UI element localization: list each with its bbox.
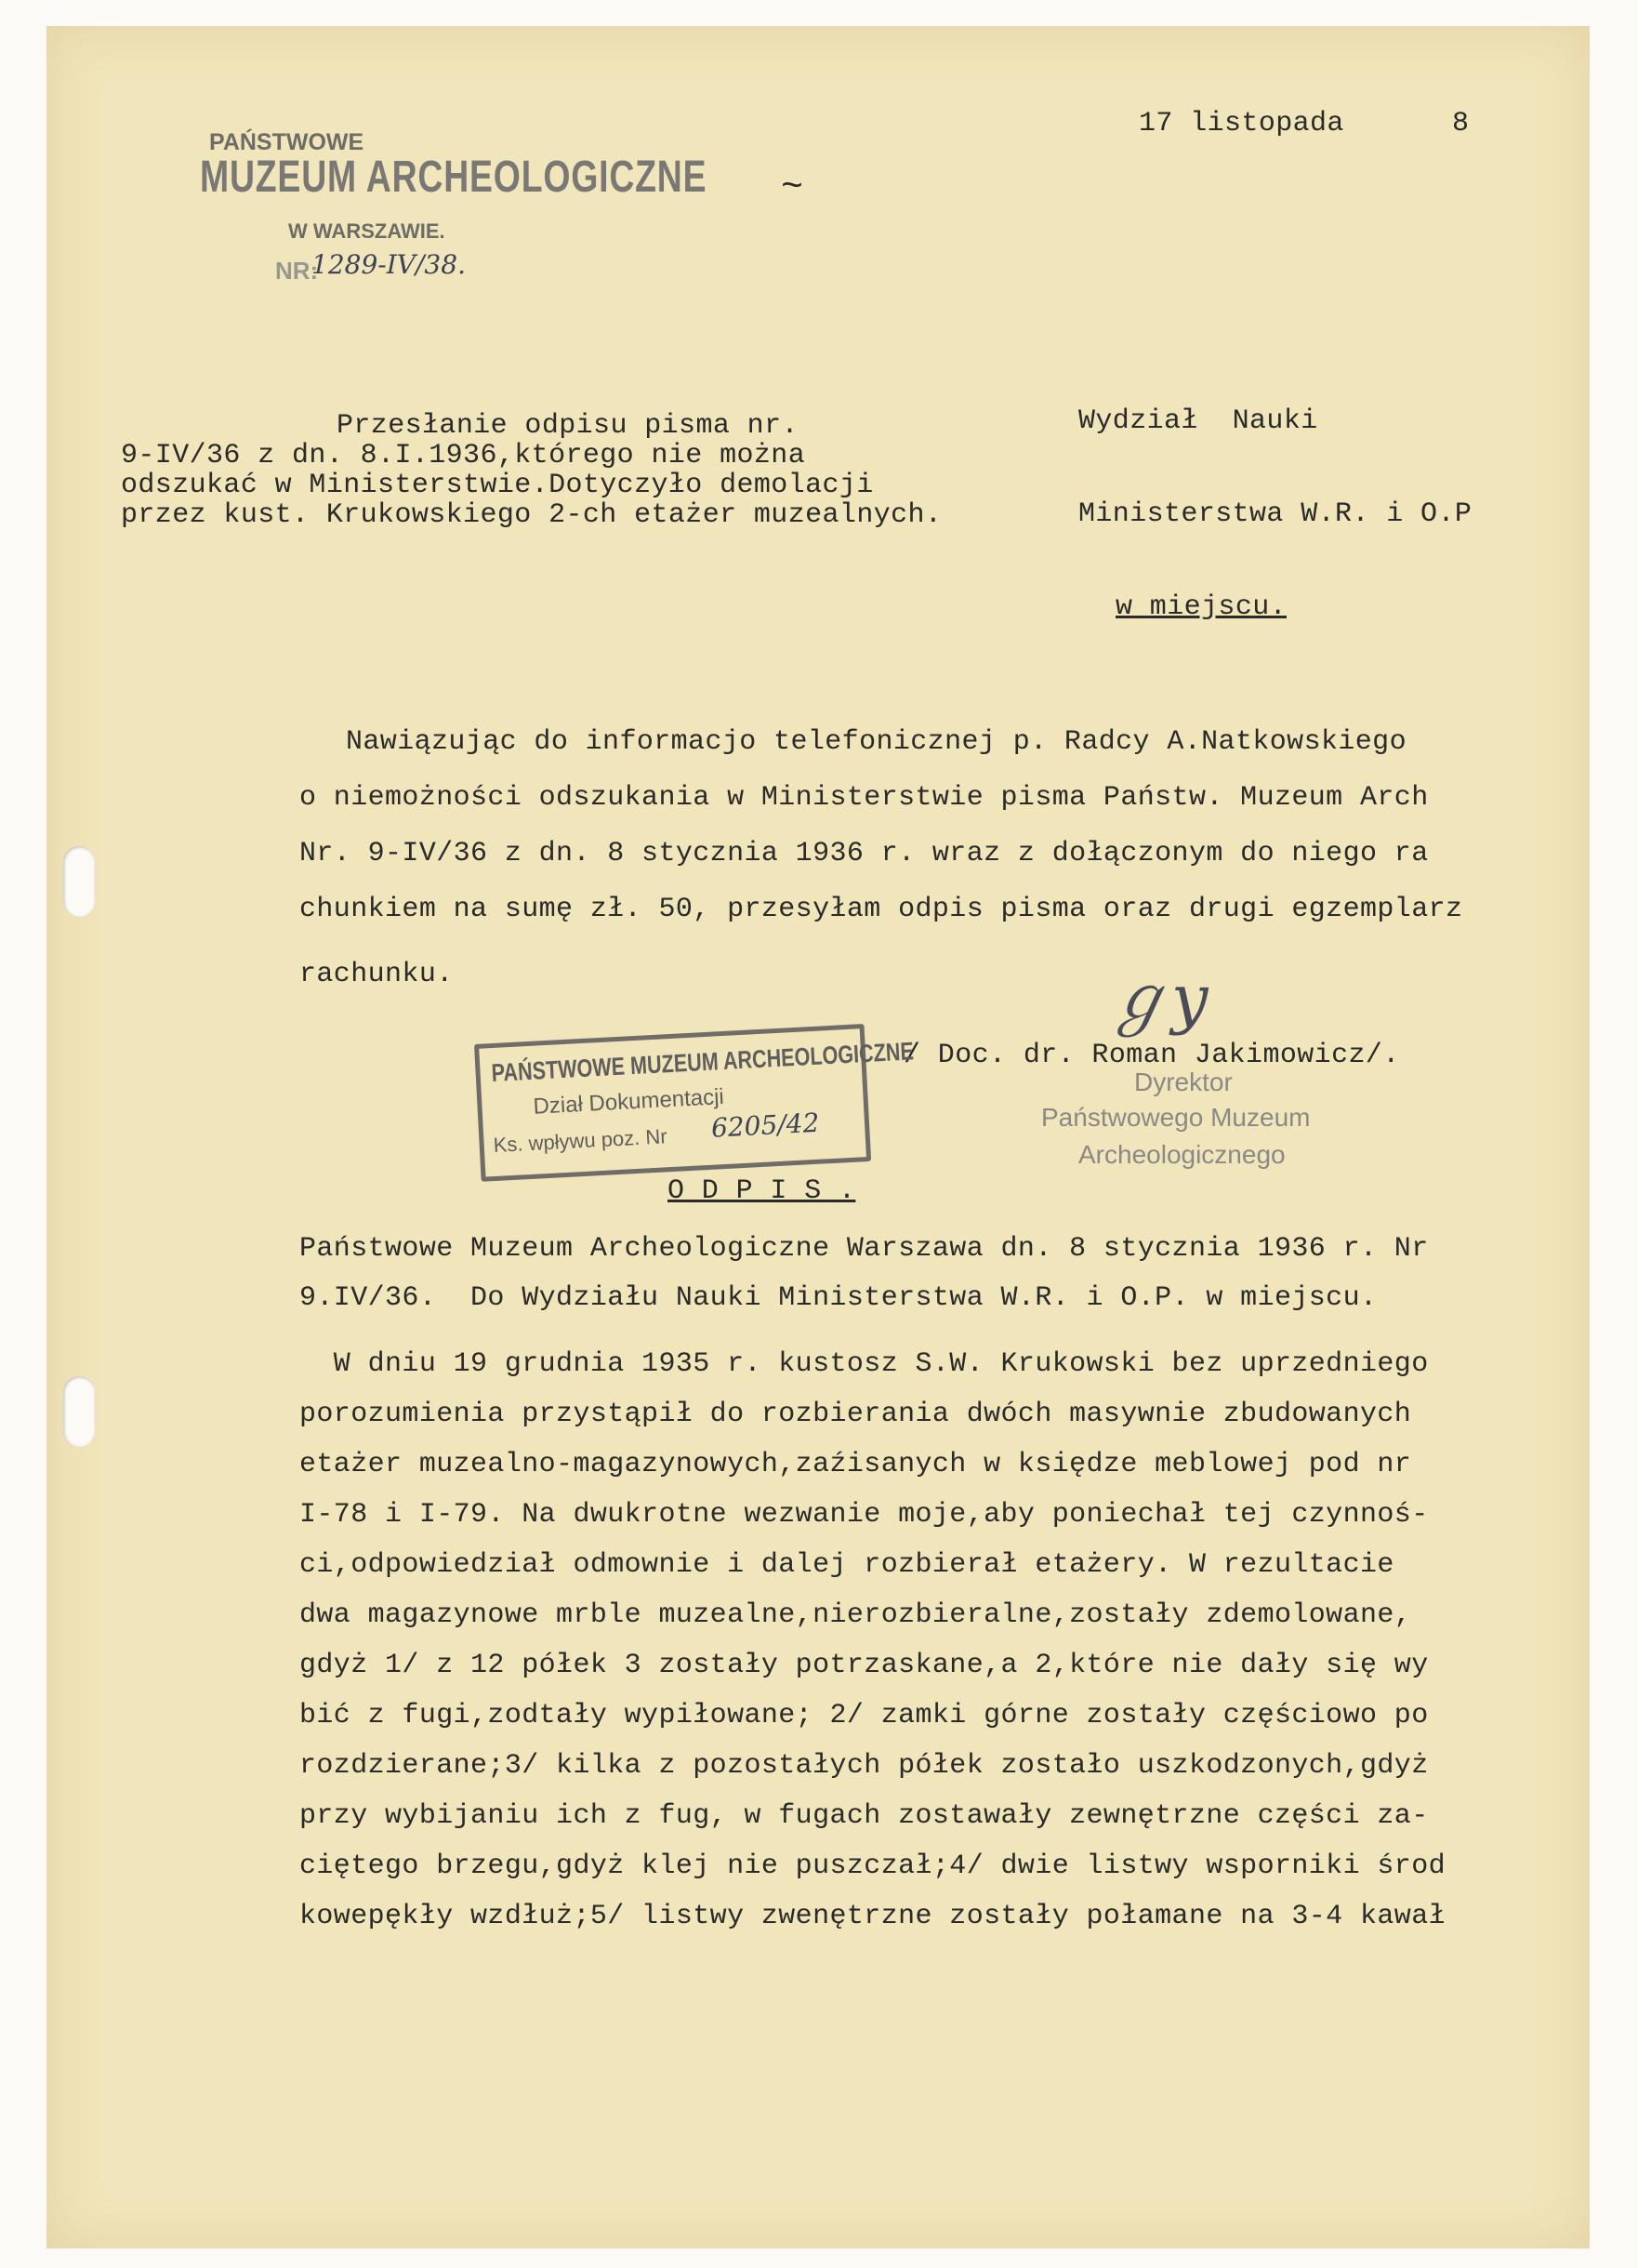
tilde-mark: ~ — [781, 167, 804, 209]
director-stamp-line: Dyrektor — [1134, 1068, 1233, 1096]
stamp-line-2: MUZEUM ARCHEOLOGICZNE — [200, 153, 707, 202]
director-stamp-line: Archeologicznego — [1078, 1140, 1286, 1169]
document-sheet — [46, 26, 1590, 2248]
doc-stamp-line-3-label: Ks. wpływu poz. Nr — [493, 1124, 668, 1158]
stamp-nr-label: NR: — [275, 257, 319, 285]
copy-line: etażer muzealno-magazynowych,zaźisanych w księdze meblowej pod nr — [299, 1449, 1412, 1480]
body-line: Nawiązując do informacjo telefonicznej p. Radcy A.Natkowskiego — [346, 726, 1407, 758]
signature-mark: ℊy — [1106, 961, 1209, 1037]
copy-line: rozdzierane;3/ kilka z pozostałych półek zostało uszkodzonych,gdyż — [299, 1750, 1429, 1782]
stamp-line-3: W WARSZAWIE. — [288, 219, 445, 243]
copy-line: Państwowe Muzeum Archeologiczne Warszawa dn. 8 stycznia 1936 r. Nr — [299, 1233, 1429, 1265]
copy-line: ci,odpowiedział odmownie i dalej rozbierał etażery. W rezultacie — [299, 1549, 1394, 1581]
copy-line: 9.IV/36. Do Wydziału Nauki Ministerstwa W.R. i O.P. w miejscu. — [299, 1282, 1378, 1314]
signature-line: / Doc. dr. Roman Jakimowicz/. — [904, 1040, 1400, 1071]
body-line: rachunku. — [299, 959, 454, 990]
copy-line: W dniu 19 grudnia 1935 r. kustosz S.W. Krukowski bez uprzedniego — [299, 1348, 1429, 1380]
subject-line: Przesłanie odpisu pisma nr. — [337, 410, 799, 442]
recipient-line: w miejscu. — [1116, 591, 1288, 623]
body-line: chunkiem na sumę zł. 50, przesyłam odpis pisma oraz drugi egzemplarz — [299, 894, 1463, 925]
copy-line: dwa magazynowe mrble muzealne,nierozbieralne,zostały zdemolowane, — [299, 1599, 1412, 1631]
documentation-stamp — [474, 1024, 915, 1182]
copy-line: ciętego brzegu,gdyż klej nie puszczał;4/ dwie listwy wsporniki środ — [299, 1850, 1446, 1882]
recipient-line: Wydział Nauki — [1078, 405, 1318, 437]
stamp-nr-value: 1289-IV/38. — [311, 249, 466, 280]
recipient-line: Ministerstwa W.R. i O.P — [1078, 498, 1473, 530]
subject-line: 9-IV/36 z dn. 8.I.1936,którego nie można — [121, 440, 806, 471]
copy-line: I-78 i I-79. Na dwukrotne wezwanie moje,aby poniechał tej czynnoś- — [299, 1499, 1429, 1531]
doc-stamp-line-2: Dział Dokumentacji — [532, 1084, 725, 1120]
stamp-line-1: PAŃSTWOWE — [209, 129, 364, 155]
odpis-heading: O D P I S . — [667, 1175, 856, 1207]
letter-date: 17 listopada — [1139, 108, 1344, 139]
punch-hole-top — [63, 846, 95, 917]
body-line: Nr. 9-IV/36 z dn. 8 stycznia 1936 r. wraz z dołączonym do niego ra — [299, 838, 1429, 869]
doc-stamp-line-1: PAŃSTWOWE MUZEUM ARCHEOLOGICZNE — [490, 1037, 915, 1088]
subject-line: przez kust. Krukowskiego 2-ch etażer muzealnych. — [121, 499, 943, 531]
page-marker: 8 — [1452, 108, 1470, 139]
director-stamp-line: Państwowego Muzeum — [1041, 1103, 1311, 1132]
subject-line: odszukać w Ministerstwie.Dotyczyło demolacji — [121, 470, 874, 501]
body-line: o niemożności odszukania w Ministerstwie pisma Państw. Muzeum Arch — [299, 782, 1429, 814]
doc-stamp-number: 6205/42 — [710, 1107, 821, 1144]
copy-line: porozumienia przystąpił do rozbierania dwóch masywnie zbudowanych — [299, 1399, 1412, 1430]
punch-hole-bottom — [63, 1376, 95, 1447]
copy-line: bić z fugi,zodtały wypiłowane; 2/ zamki górne zostały częściowo po — [299, 1700, 1429, 1731]
copy-line: przy wybijaniu ich z fug, w fugach zostawały zewnętrzne części za- — [299, 1800, 1429, 1832]
copy-line: kowepękły wzdłuż;5/ listwy zwenętrzne zostały połamane na 3-4 kawał — [299, 1901, 1446, 1932]
copy-line: gdyż 1/ z 12 półek 3 zostały potrzaskane,a 2,które nie dały się wy — [299, 1650, 1429, 1681]
